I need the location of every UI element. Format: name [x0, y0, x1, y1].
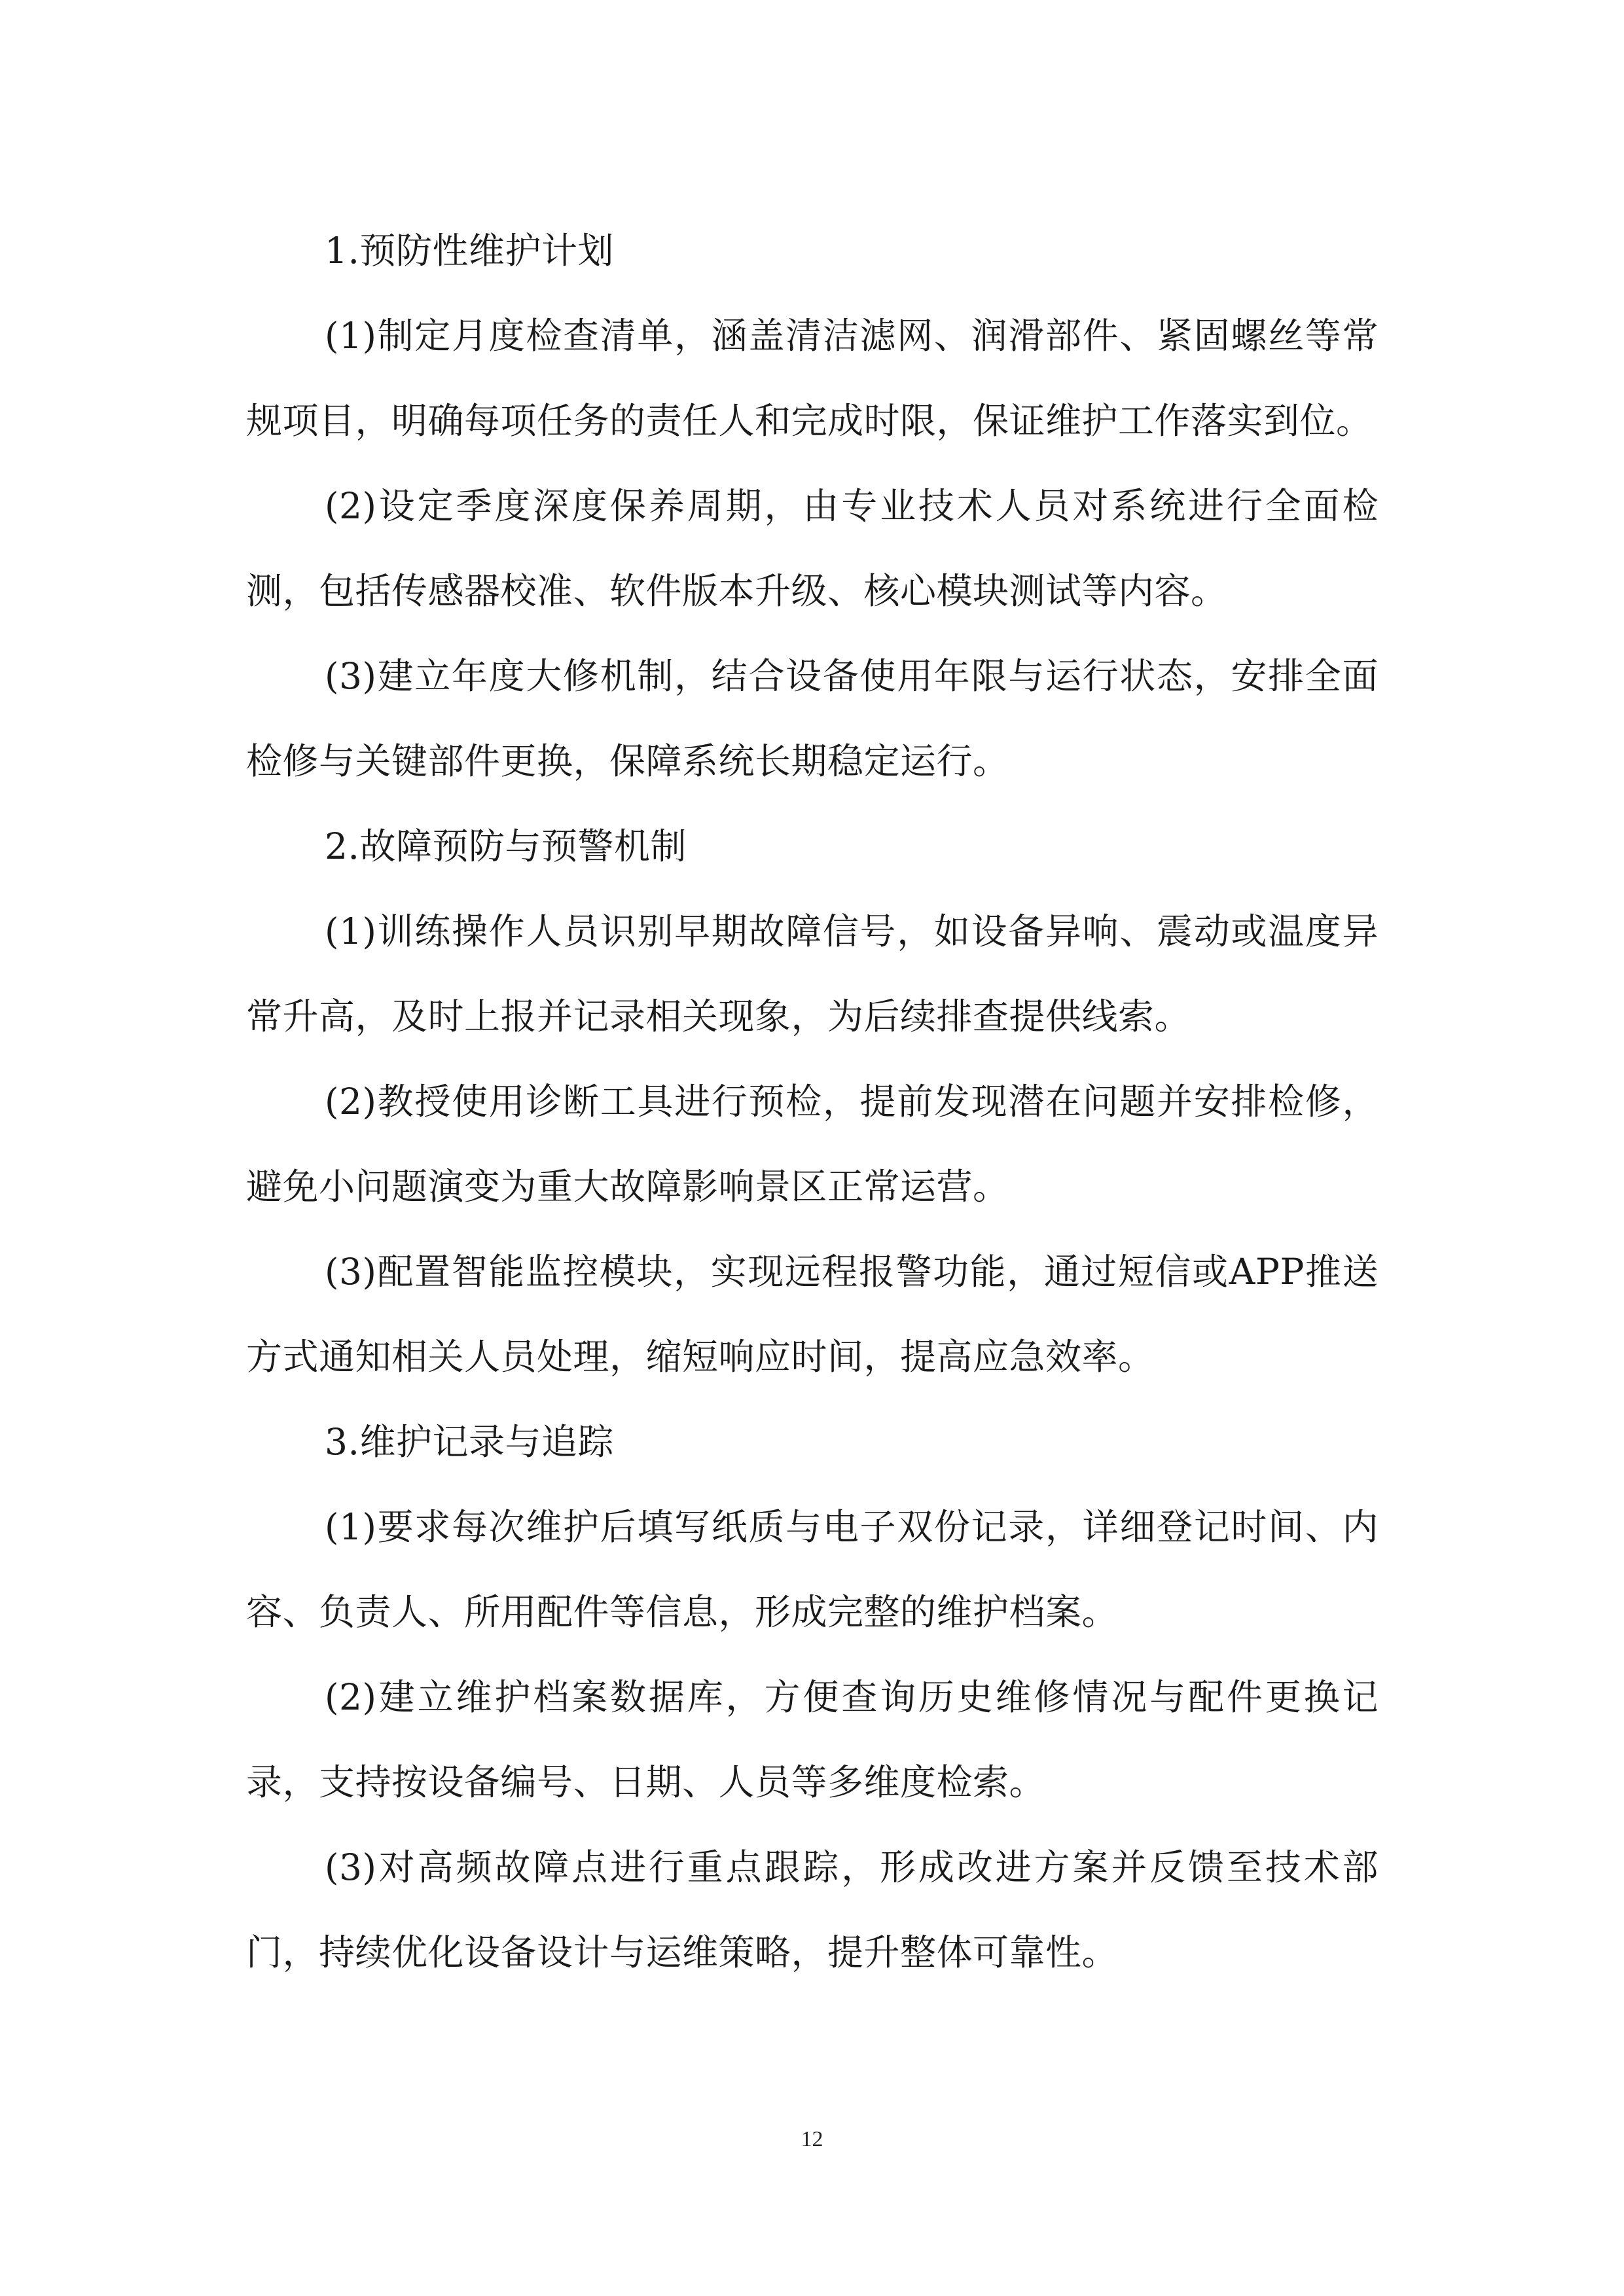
paragraph: (2)教授使用诊断工具进行预检，提前发现潜在问题并安排检修，避免小问题演变为重大故障影响景区正常运营。	[246, 1081, 1379, 1208]
page-number: 12	[801, 2127, 823, 2151]
document-body	[246, 208, 1379, 1995]
paragraph: (1)训练操作人员识别早期故障信号，如设备异响、震动或温度异常升高，及时上报并记录相关现象，为后续排查提供线索。	[246, 910, 1379, 1037]
paragraph: (2)建立维护档案数据库，方便查询历史维修情况与配件更换记录，支持按设备编号、日期、人员等多维度检索。	[246, 1676, 1379, 1803]
paragraph: (3)建立年度大修机制，结合设备使用年限与运行状态，安排全面检修与关键部件更换，保障系统长期稳定运行。	[246, 655, 1379, 782]
paragraph: (1)制定月度检查清单，涵盖清洁滤网、润滑部件、紧固螺丝等常规项目，明确每项任务的责任人和完成时限，保证维护工作落实到位。	[246, 315, 1379, 442]
paragraph: (2)设定季度深度保养周期，由专业技术人员对系统进行全面检测，包括传感器校准、软件版本升级、核心模块测试等内容。	[246, 485, 1379, 612]
section-heading-preventive-maintenance: 1.预防性维护计划	[325, 230, 614, 272]
paragraph: (3)配置智能监控模块，实现远程报警功能，通过短信或APP推送方式通知相关人员处理，缩短响应时间，提高应急效率。	[246, 1251, 1379, 1378]
section-heading-maintenance-records: 3.维护记录与追踪	[325, 1421, 614, 1463]
paragraph: (3)对高频故障点进行重点跟踪，形成改进方案并反馈至技术部门，持续优化设备设计与运维策略，提升整体可靠性。	[246, 1846, 1379, 1973]
paragraph: (1)要求每次维护后填写纸质与电子双份记录，详细登记时间、内容、负责人、所用配件等信息，形成完整的维护档案。	[246, 1506, 1379, 1633]
section-heading-fault-warning: 2.故障预防与预警机制	[325, 825, 687, 867]
